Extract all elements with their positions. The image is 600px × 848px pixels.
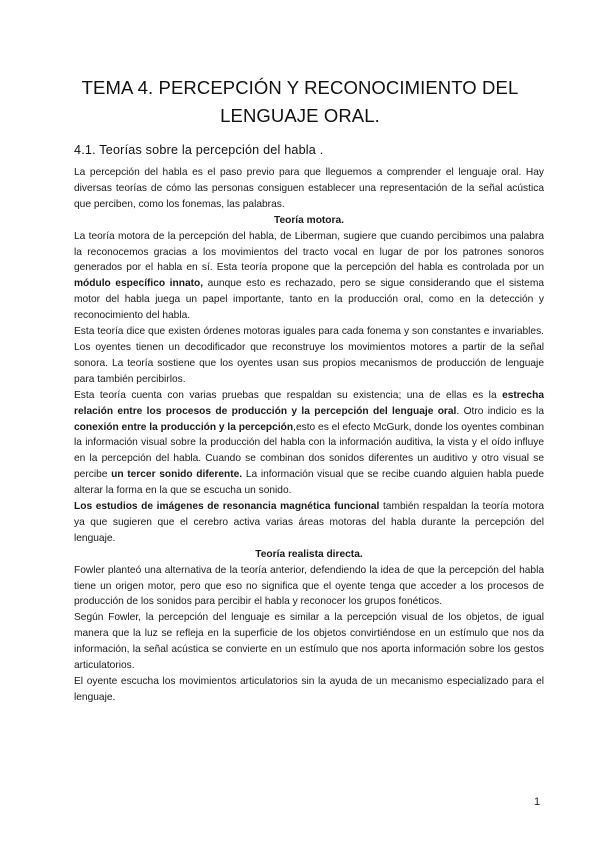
- bold-run: un tercer sonido diferente.: [111, 469, 243, 481]
- teoria-motora-paragraph-1: [74, 229, 544, 324]
- text-run: ,esto es el efecto McGurk, donde los oyentes combinan la información visual sobre la producción del habla con la información auditiva, la vista y el oído influye en la percepción del habla. Cuando se combinan dos sonidos diferentes un auditivo y otro visual se percibe: [74, 421, 544, 481]
- bold-run: estrecha relación entre los procesos de producción y la percepción del lenguaje oral: [74, 389, 544, 417]
- teoria-motora-paragraph-3: [74, 388, 544, 499]
- text-run: . Otro indicio es la: [456, 405, 544, 417]
- text-run: también respaldan la teoría motora ya que sugieren que el cerebro activa varias áreas motoras del habla durante la percepción del lenguaje.: [74, 501, 544, 544]
- teoria-motora-paragraph-4: [74, 499, 544, 547]
- text-run: La teoría motora de la percepción del habla, de Liberman, sugiere que cuando percibimos una palabra la reconocemos gracias a los movimientos del tracto vocal en lugar de por los patrones sonoros generados por el habla en sí. Esta teoría propone que la percepción del habla es controlada por un: [74, 230, 544, 274]
- document-body: [74, 165, 544, 706]
- bold-run: Los estudios de imágenes de resonancia magnética funcional: [74, 501, 380, 513]
- text-run: Esta teoría cuenta con varias pruebas que respaldan su existencia; una de ellas es la: [74, 389, 503, 401]
- teoria-motora-paragraph-2: Esta teoría dice que existen órdenes motoras iguales para cada fonema y son constantes e invariables. Los oyentes tienen un decodificador que reconstruye los movimientos motores a partir de la señal sonora. La teoría sostiene que los oyentes usan sus propios mecanismos de producción de lenguaje para también percibirlos.: [74, 326, 544, 385]
- text-run: aunque esto es rechazado, pero se sigue considerando que el sistema motor del habla juega un papel importante, tanto en la producción oral, como en la detección y reconocimiento del habla.: [74, 278, 544, 322]
- intro-paragraph: La percepción del habla es el paso previo para que lleguemos a comprender el lenguaje oral. Hay diversas teorías de cómo las personas consiguen establecer una representación de la señal acústica que perciben, como los fonemas, las palabras.: [74, 167, 544, 210]
- section-heading: 4.1. Teorías sobre la percepción del habla .: [74, 143, 324, 157]
- bold-run: módulo específico innato,: [74, 278, 204, 290]
- page-title: TEMA 4. PERCEPCIÓN Y RECONOCIMIENTO DEL LENGUAJE ORAL.: [81, 77, 519, 126]
- bold-run: conexión entre la producción y la percepción: [74, 421, 294, 433]
- teoria-realista-paragraph-2: Según Fowler, la percepción del lenguaje es similar a la percepción visual de los objetos, de igual manera que la luz se refleja en la superficie de los objetos convirtiéndose en un estímulo que nos da información, la señal acústica se convierte en un estímulo que nos aporta información sobre los gestos articulatorios.: [74, 612, 544, 672]
- page-number: 1: [534, 796, 541, 808]
- teoria-motora-heading: Teoría motora.: [273, 214, 344, 226]
- teoria-realista-heading: Teoría realista directa.: [255, 548, 363, 560]
- text-run: La información visual que se recibe cuando alguien habla puede alterar la forma en la que se escucha un sonido.: [74, 469, 544, 497]
- teoria-realista-paragraph-1: Fowler planteó una alternativa de la teoría anterior, defendiendo la idea de que la percepción del habla tiene un origen motor, pero que eso no significa que el oyente tenga que acceder a los procesos de producción de los sonidos para percibir el habla y reconocer los grupos fonéticos.: [74, 564, 544, 608]
- teoria-realista-paragraph-3: El oyente escucha los movimientos articulatorios sin la ayuda de un mecanismo especializado para el lenguaje.: [74, 676, 544, 703]
